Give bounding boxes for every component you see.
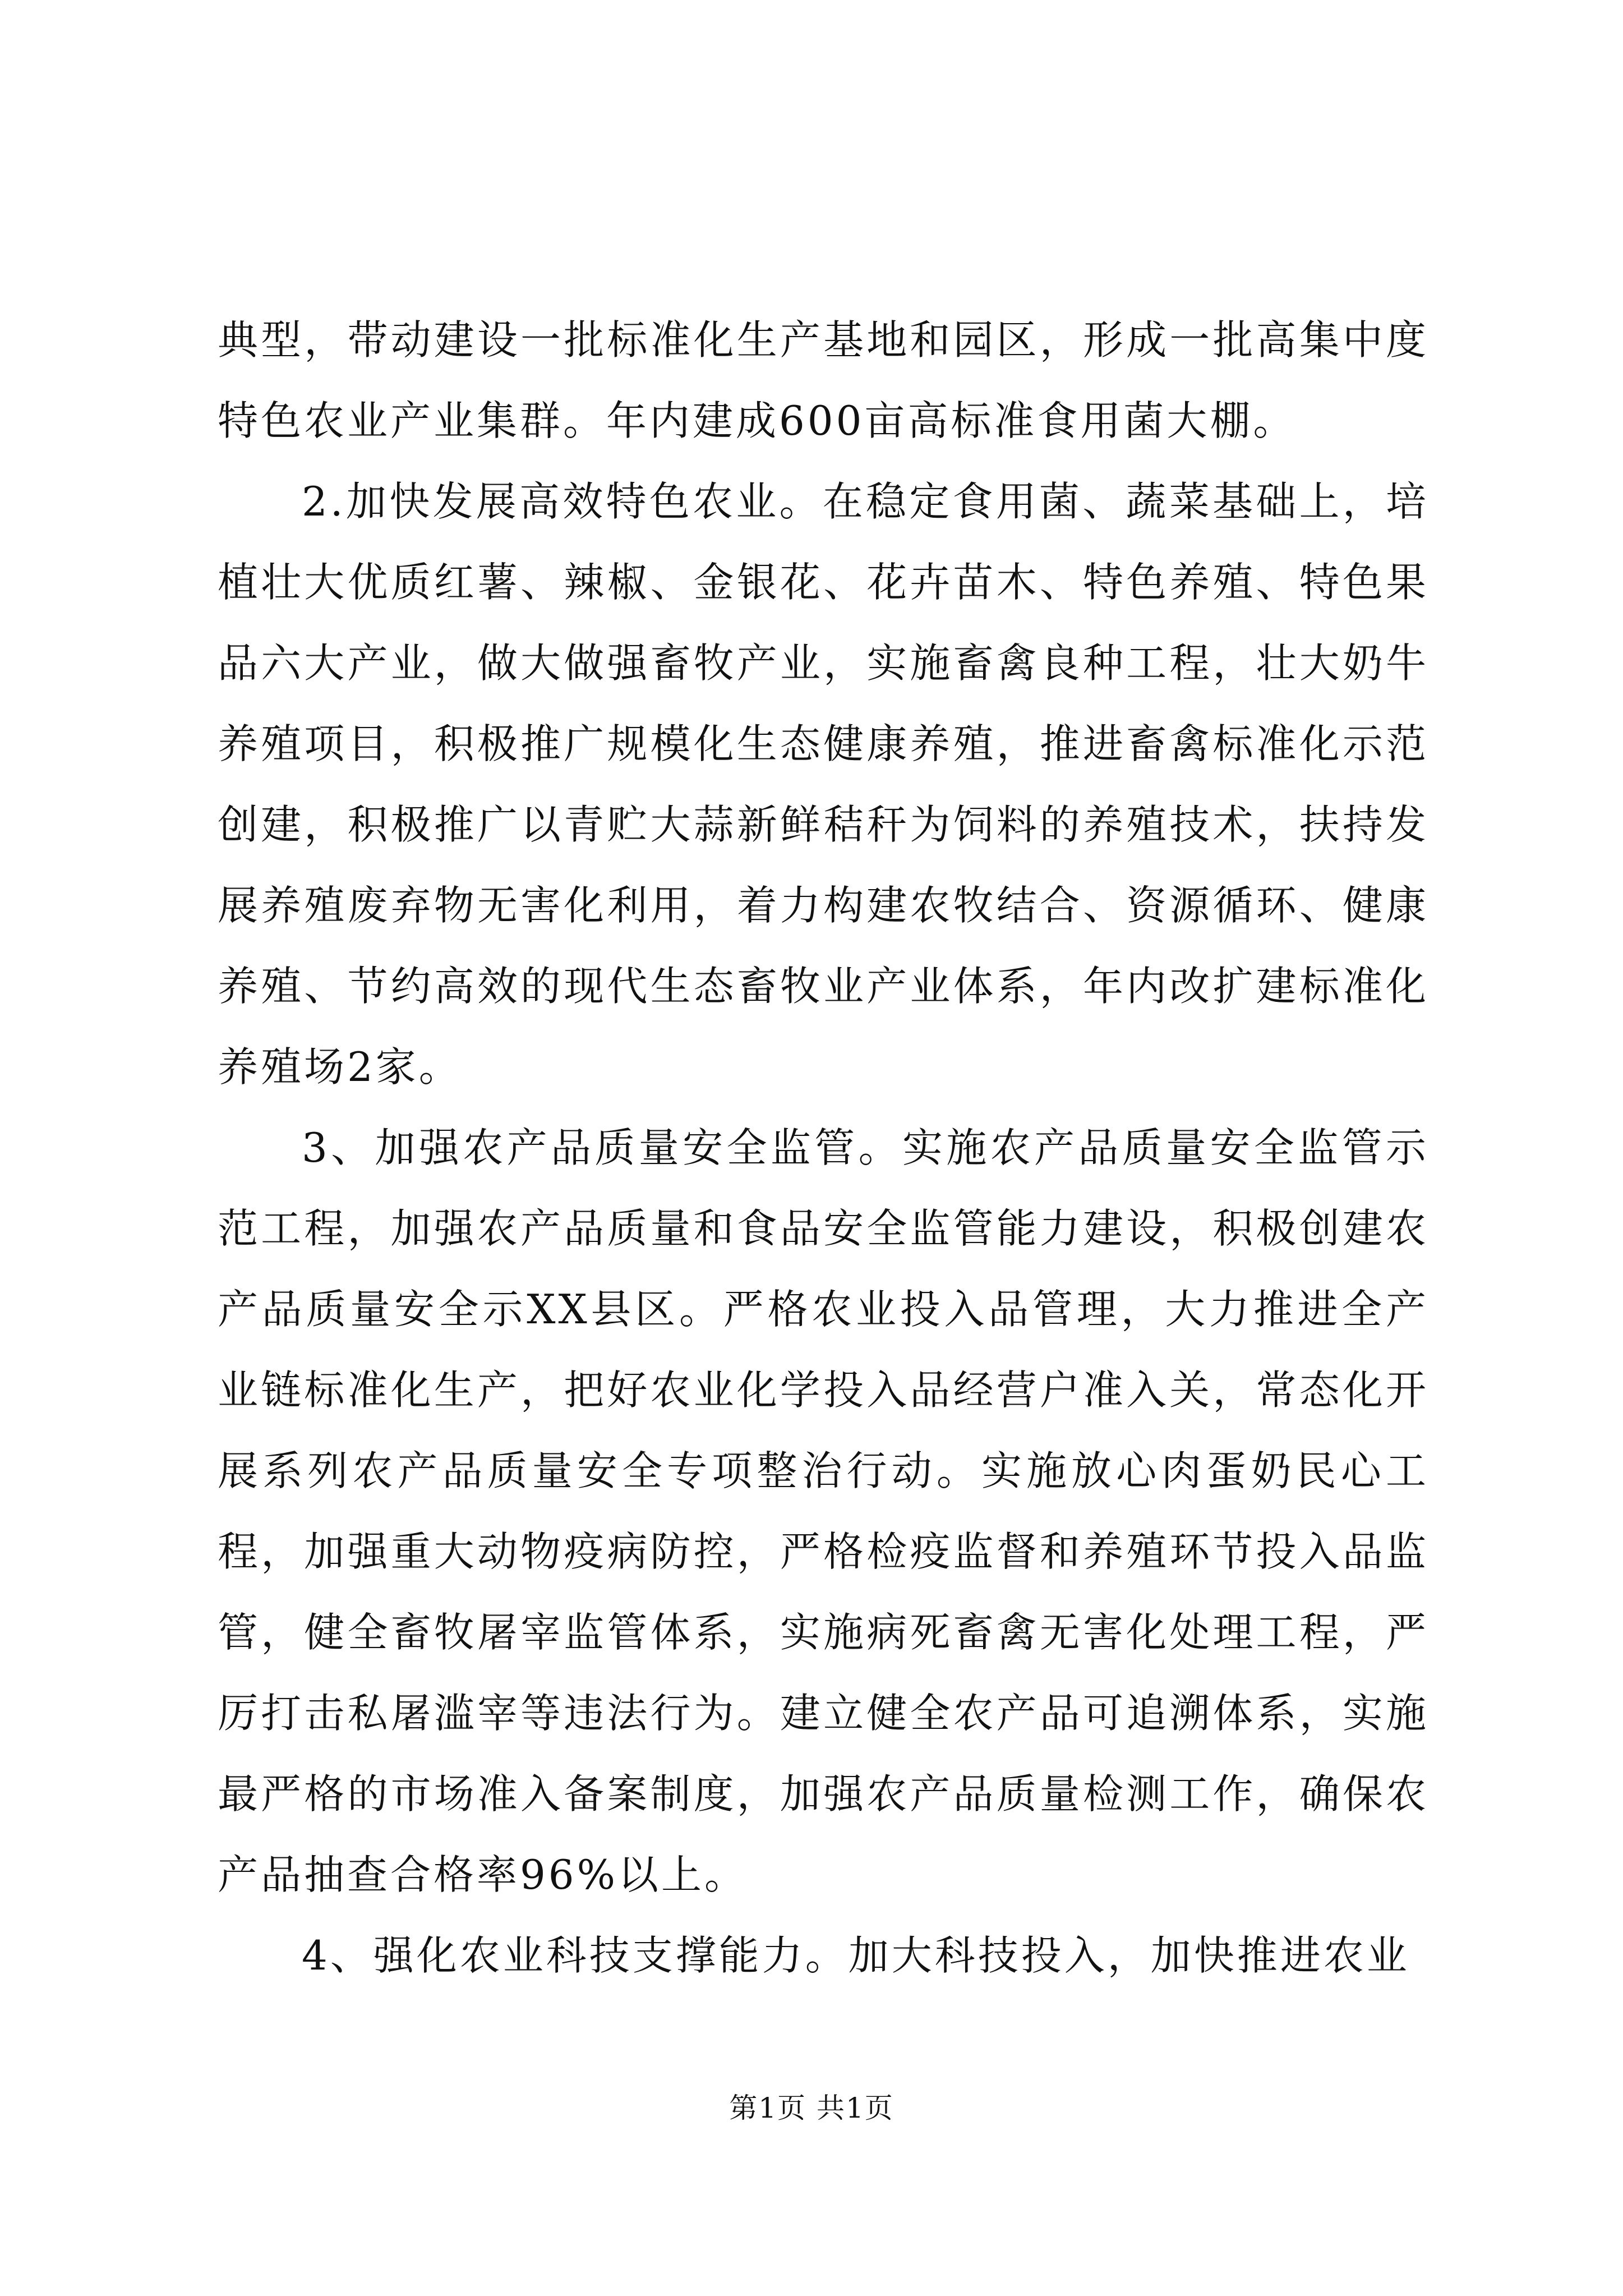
document-body	[218, 300, 1429, 1996]
paragraph-quality-safety: 3、加强农产品质量安全监管。实施农产品质量安全监管示范工程，加强农产品质量和食品安全监管能力建设，积极创建农产品质量安全示XX县区。严格农业投入品管理，大力推进全产业链标准化生产，把好农业化学投入品经营户准入关，常态化开展系列农产品质量安全专项整治行动。实施放心肉蛋奶民心工程，加强重大动物疫病防控，严格检疫监督和养殖环节投入品监管，健全畜牧屠宰监管体系，实施病死畜禽无害化处理工程，严厉打击私屠滥宰等违法行为。建立健全农产品可追溯体系，实施最严格的市场准入备案制度，加强农产品质量检测工作，确保农产品抽查合格率96%以上。	[218, 1124, 1429, 1898]
paragraph-science-technology: 4、强化农业科技支撑能力。加大科技投入，加快推进农业	[302, 1932, 1410, 1979]
paragraph-continuation: 典型，带动建设一批标准化生产基地和园区，形成一批高集中度特色农业产业集群。年内建成600亩高标准食用菌大棚。	[218, 316, 1429, 444]
page-footer: 第1页 共1页	[729, 2092, 894, 2124]
paragraph-specialty-agriculture: 2.加快发展高效特色农业。在稳定食用菌、蔬菜基础上，培植壮大优质红薯、辣椒、金银花、花卉苗木、特色养殖、特色果品六大产业，做大做强畜牧产业，实施畜禽良种工程，壮大奶牛养殖项目，积极推广规模化生态健康养殖，推进畜禽标准化示范创建，积极推广以青贮大蒜新鲜秸秆为饲料的养殖技术，扶持发展养殖废弃物无害化利用，着力构建农牧结合、资源循环、健康养殖、节约高效的现代生态畜牧业产业体系，年内改扩建标准化养殖场2家。	[218, 478, 1429, 1091]
